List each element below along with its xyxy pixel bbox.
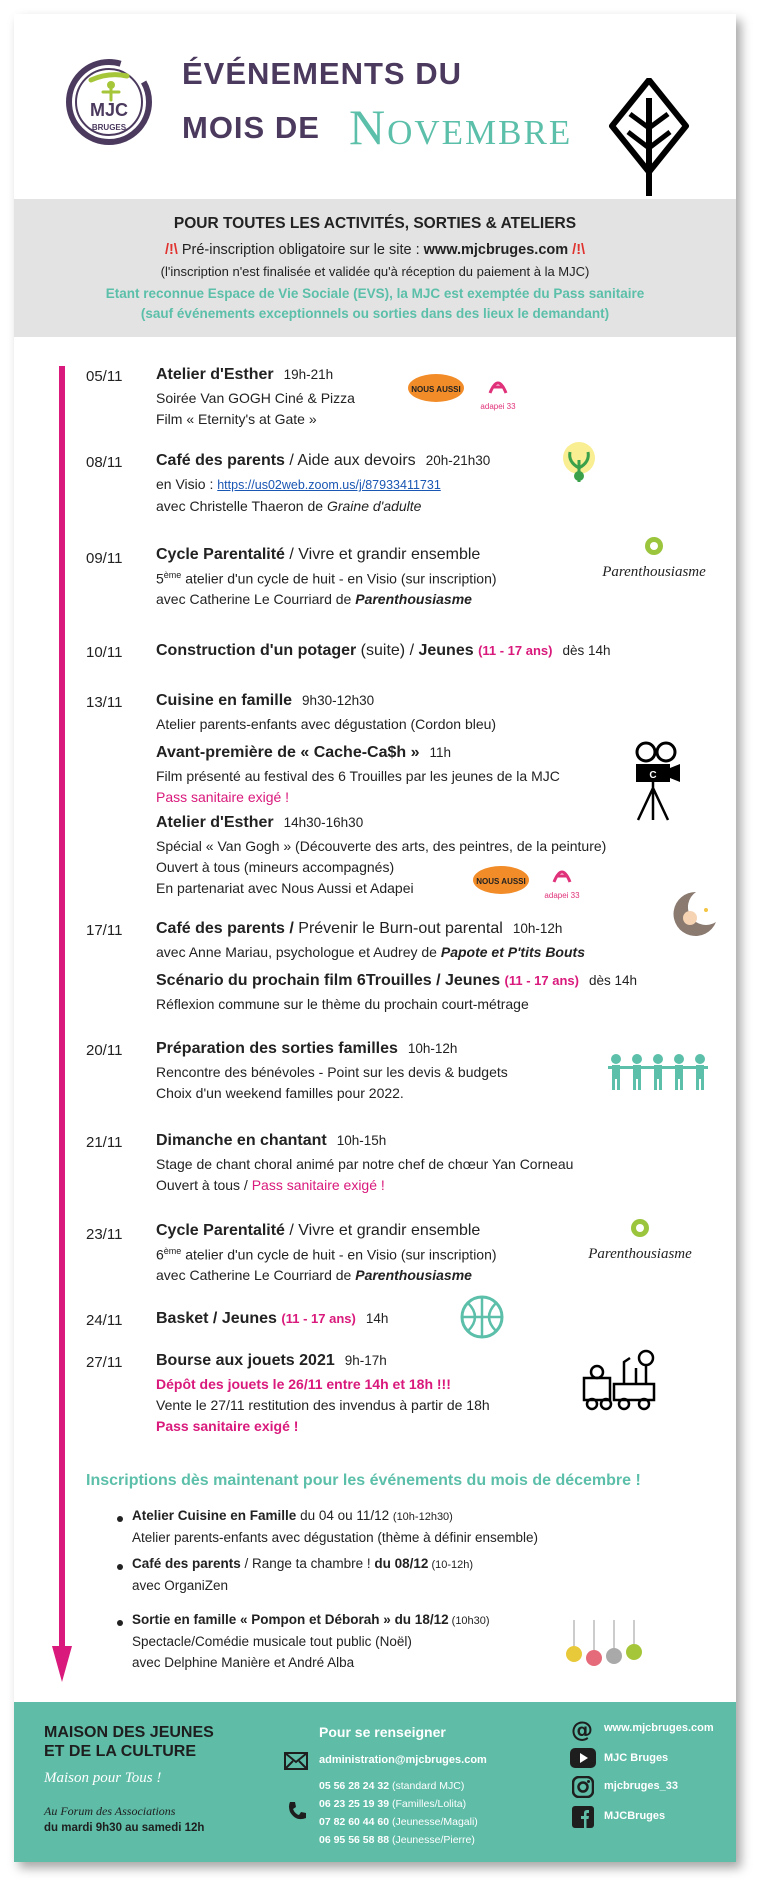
footer-youtube[interactable]: MJC Bruges bbox=[604, 1752, 669, 1764]
phone-icon bbox=[286, 1800, 308, 1822]
basketball-icon bbox=[454, 1292, 510, 1342]
zoom-link[interactable]: https://us02web.zoom.us/j/87933411731 bbox=[217, 478, 441, 492]
event-title: Scénario du prochain film 6Trouilles / Jeunes (11 - 17 ans) dès 14h bbox=[156, 972, 638, 989]
banner-evs-line-2: (sauf événements exceptionnels ou sorties dans des lieux le demandant) bbox=[140, 306, 610, 321]
inscription-item: Atelier Cuisine en Famille du 04 ou 11/12 (10h-12h30) bbox=[132, 1508, 453, 1523]
parenthousiasme-logo bbox=[596, 532, 712, 586]
footer-name-line-1: MAISON DES JEUNES bbox=[44, 1724, 214, 1741]
bullet-icon bbox=[117, 1564, 123, 1570]
inscription-item-desc: avec Delphine Manière et André Alba bbox=[132, 1655, 355, 1670]
graine-adulte-logo bbox=[556, 438, 602, 488]
banner-preinscription bbox=[14, 242, 736, 258]
event-line: Vente le 27/11 restitution des invendus à partir de 18h bbox=[156, 1397, 490, 1413]
event-title: Avant-première de « Cache-Ca$h » 11h bbox=[156, 744, 452, 761]
event-title: Dimanche en chantant 10h-15h bbox=[156, 1132, 387, 1149]
event-title: Atelier d'Esther 19h-21h bbox=[156, 366, 334, 383]
event-line: Spécial « Van Gogh » (Découverte des arts, des peintres, de la peinture) bbox=[156, 838, 607, 854]
banner-note: (l'inscription n'est finalisée et validée qu'à réception du paiement à la MJC) bbox=[160, 264, 590, 279]
event-line: Film présenté au festival des 6 Trouilles par les jeunes de la MJC bbox=[156, 768, 560, 784]
svg-text:Parenthousiasme: Parenthousiasme bbox=[588, 1246, 692, 1262]
event-date: 10/11 bbox=[86, 644, 123, 661]
event-date: 17/11 bbox=[86, 922, 123, 939]
logo-text: MJC bbox=[89, 100, 129, 120]
info-banner bbox=[14, 199, 736, 337]
event-title: Café des parents / Prévenir le Burn-out parental 10h-12h bbox=[156, 920, 563, 937]
svg-text:adapei 33: adapei 33 bbox=[544, 891, 580, 900]
inscription-item-desc: Spectacle/Comédie musicale tout public (Noël) bbox=[132, 1634, 412, 1649]
title-month: Novembre bbox=[349, 99, 573, 155]
footer-email[interactable]: administration@mjcbruges.com bbox=[319, 1754, 487, 1766]
event-title: Préparation des sorties familles 10h-12h bbox=[156, 1040, 458, 1057]
event-line: Dépôt des jouets le 26/11 entre 14h et 18h !!! bbox=[156, 1376, 451, 1392]
events-poster bbox=[14, 14, 736, 1862]
title-line-2: MOIS DE bbox=[182, 110, 320, 145]
footer-phone[interactable]: 05 56 28 24 32 (standard MJC) bbox=[319, 1780, 465, 1792]
banner-evs-line-1: Etant reconnue Espace de Vie Sociale (EVS), la MJC est exemptée du Pass sanitaire bbox=[105, 286, 645, 301]
inscription-item-desc: avec OrganiZen bbox=[132, 1578, 229, 1593]
inscription-item-desc: Atelier parents-enfants avec dégustation (thème à définir ensemble) bbox=[132, 1530, 538, 1545]
event-date: 27/11 bbox=[86, 1354, 123, 1371]
family-group-icon bbox=[606, 1052, 712, 1092]
banner-heading: POUR TOUTES LES ACTIVITÉS, SORTIES & ATELIERS bbox=[173, 215, 577, 232]
event-date: 05/11 bbox=[86, 368, 123, 385]
event-date: 21/11 bbox=[86, 1134, 123, 1151]
event-date: 13/11 bbox=[86, 694, 123, 711]
footer-phone[interactable]: 06 95 56 58 88 (Jeunesse/Pierre) bbox=[319, 1834, 475, 1846]
footer-instagram[interactable]: mjcbruges_33 bbox=[604, 1780, 678, 1792]
svg-text:NOUS AUSSI: NOUS AUSSI bbox=[476, 877, 526, 886]
title-line-1: ÉVÉNEMENTS DU bbox=[182, 56, 462, 91]
footer-name-line-2: ET DE LA CULTURE bbox=[44, 1743, 196, 1760]
event-date: 09/11 bbox=[86, 550, 123, 567]
nous-aussi-logo bbox=[471, 860, 531, 900]
event-line: En partenariat avec Nous Aussi et Adapei bbox=[156, 880, 414, 896]
pass-sanitaire-notice: Pass sanitaire exigé ! bbox=[156, 1418, 299, 1434]
svg-text:@: @ bbox=[571, 1718, 593, 1742]
footer-facebook[interactable]: MJCBruges bbox=[604, 1810, 666, 1822]
timeline-arrow bbox=[52, 1646, 72, 1682]
footer-forum: Au Forum des Associations bbox=[44, 1804, 176, 1818]
event-date: 08/11 bbox=[86, 454, 123, 471]
bullet-icon bbox=[117, 1516, 123, 1522]
pass-sanitaire-notice: Pass sanitaire exigé ! bbox=[251, 1177, 385, 1193]
nous-aussi-logo bbox=[406, 368, 466, 408]
footer-hours: du mardi 9h30 au samedi 12h bbox=[44, 1822, 205, 1834]
at-sign-icon bbox=[570, 1718, 594, 1742]
pass-sanitaire-notice: Pass sanitaire exigé ! bbox=[156, 789, 290, 805]
event-line: Stage de chant choral animé par notre chef de chœur Yan Corneau bbox=[156, 1156, 574, 1172]
event-line: Choix d'un weekend familles pour 2022. bbox=[156, 1085, 404, 1101]
event-line: Ouvert à tous / Pass sanitaire exigé ! bbox=[156, 1177, 385, 1193]
event-line: 5ème atelier d'un cycle de huit - en Visio (sur inscription) bbox=[156, 570, 497, 587]
logo-subtext: BRUGES bbox=[91, 123, 127, 132]
event-title: Cycle Parentalité / Vivre et grandir ensemble bbox=[156, 546, 481, 563]
svg-text:Parenthousiasme: Parenthousiasme bbox=[602, 564, 706, 580]
bullet-icon bbox=[117, 1620, 123, 1626]
facebook-icon bbox=[572, 1806, 594, 1828]
event-line: Ouvert à tous (mineurs accompagnés) bbox=[156, 859, 395, 875]
event-title: Bourse aux jouets 2021 9h-17h bbox=[156, 1352, 387, 1369]
event-title: Café des parents / Aide aux devoirs 20h-21h30 bbox=[156, 452, 491, 469]
inscriptions-heading: Inscriptions dès maintenant pour les événements du mois de décembre ! bbox=[86, 1472, 641, 1489]
svg-text:adapei 33: adapei 33 bbox=[480, 402, 516, 411]
warning-icon: /!\ bbox=[572, 242, 586, 258]
footer-slogan: Maison pour Tous ! bbox=[44, 1770, 162, 1786]
leaf-icon bbox=[608, 78, 690, 198]
youtube-icon bbox=[570, 1748, 596, 1768]
parenthousiasme-logo bbox=[582, 1214, 698, 1268]
event-title: Cuisine en famille 9h30-12h30 bbox=[156, 692, 375, 709]
footer bbox=[14, 1702, 736, 1862]
site-link[interactable]: www.mjcbruges.com bbox=[423, 242, 569, 258]
footer-phone[interactable]: 07 82 60 44 60 (Jeunesse/Magali) bbox=[319, 1816, 478, 1828]
toy-train-icon bbox=[580, 1348, 660, 1414]
svg-text:C: C bbox=[649, 770, 657, 781]
event-line: Atelier parents-enfants avec dégustation (Cordon bleu) bbox=[156, 716, 497, 732]
film-camera-icon bbox=[630, 740, 682, 822]
mail-icon bbox=[284, 1752, 308, 1770]
christmas-ornaments-icon bbox=[562, 1620, 646, 1670]
adapei-logo bbox=[542, 860, 582, 902]
event-date: 20/11 bbox=[86, 1042, 123, 1059]
event-line: Soirée Van GOGH Ciné & Pizza bbox=[156, 390, 355, 406]
event-line: en Visio : https://us02web.zoom.us/j/87933411731 bbox=[156, 476, 441, 492]
event-title: Cycle Parentalité / Vivre et grandir ensemble bbox=[156, 1222, 481, 1239]
event-date: 24/11 bbox=[86, 1312, 123, 1329]
footer-website[interactable]: www.mjcbruges.com bbox=[604, 1722, 714, 1734]
event-line: Film « Eternity's at Gate » bbox=[156, 411, 317, 427]
event-line: avec Anne Mariau, psychologue et Audrey de Papote et P'tits Bouts bbox=[156, 944, 585, 960]
svg-text:NOUS AUSSI: NOUS AUSSI bbox=[411, 385, 461, 394]
event-line: avec Christelle Thaeron de Graine d'adulte bbox=[156, 498, 422, 514]
mjc-logo bbox=[61, 52, 157, 148]
inscription-item: Café des parents / Range ta chambre ! du 08/12 (10-12h) bbox=[132, 1556, 474, 1571]
footer-phone[interactable]: 06 23 25 19 39 (Familles/Lolita) bbox=[319, 1798, 467, 1810]
event-line: avec Catherine Le Courriard de Parenthousiasme bbox=[156, 1267, 472, 1283]
event-line: Rencontre des bénévoles - Point sur les devis & budgets bbox=[156, 1064, 508, 1080]
inscription-item: Sortie en famille « Pompon et Déborah » du 18/12 (10h30) bbox=[132, 1612, 490, 1627]
event-line: 6ème atelier d'un cycle de huit - en Visio (sur inscription) bbox=[156, 1246, 497, 1263]
event-line: Réflexion commune sur le thème du prochain court-métrage bbox=[156, 996, 529, 1012]
footer-info-title: Pour se renseigner bbox=[319, 1724, 446, 1740]
event-title: Atelier d'Esther 14h30-16h30 bbox=[156, 814, 364, 831]
papote-moon-logo bbox=[666, 888, 720, 938]
event-line: avec Catherine Le Courriard de Parenthousiasme bbox=[156, 591, 472, 607]
event-title: Construction d'un potager (suite) / Jeunes (11 - 17 ans) dès 14h bbox=[156, 642, 611, 659]
adapei-logo bbox=[478, 371, 518, 413]
timeline-line bbox=[59, 366, 65, 1646]
preinscription-text: Pré-inscription obligatoire sur le site : bbox=[181, 242, 424, 258]
event-title: Basket / Jeunes (11 - 17 ans) 14h bbox=[156, 1310, 389, 1327]
instagram-icon bbox=[572, 1776, 594, 1798]
event-date: 23/11 bbox=[86, 1226, 123, 1243]
warning-icon: /!\ bbox=[164, 242, 178, 258]
